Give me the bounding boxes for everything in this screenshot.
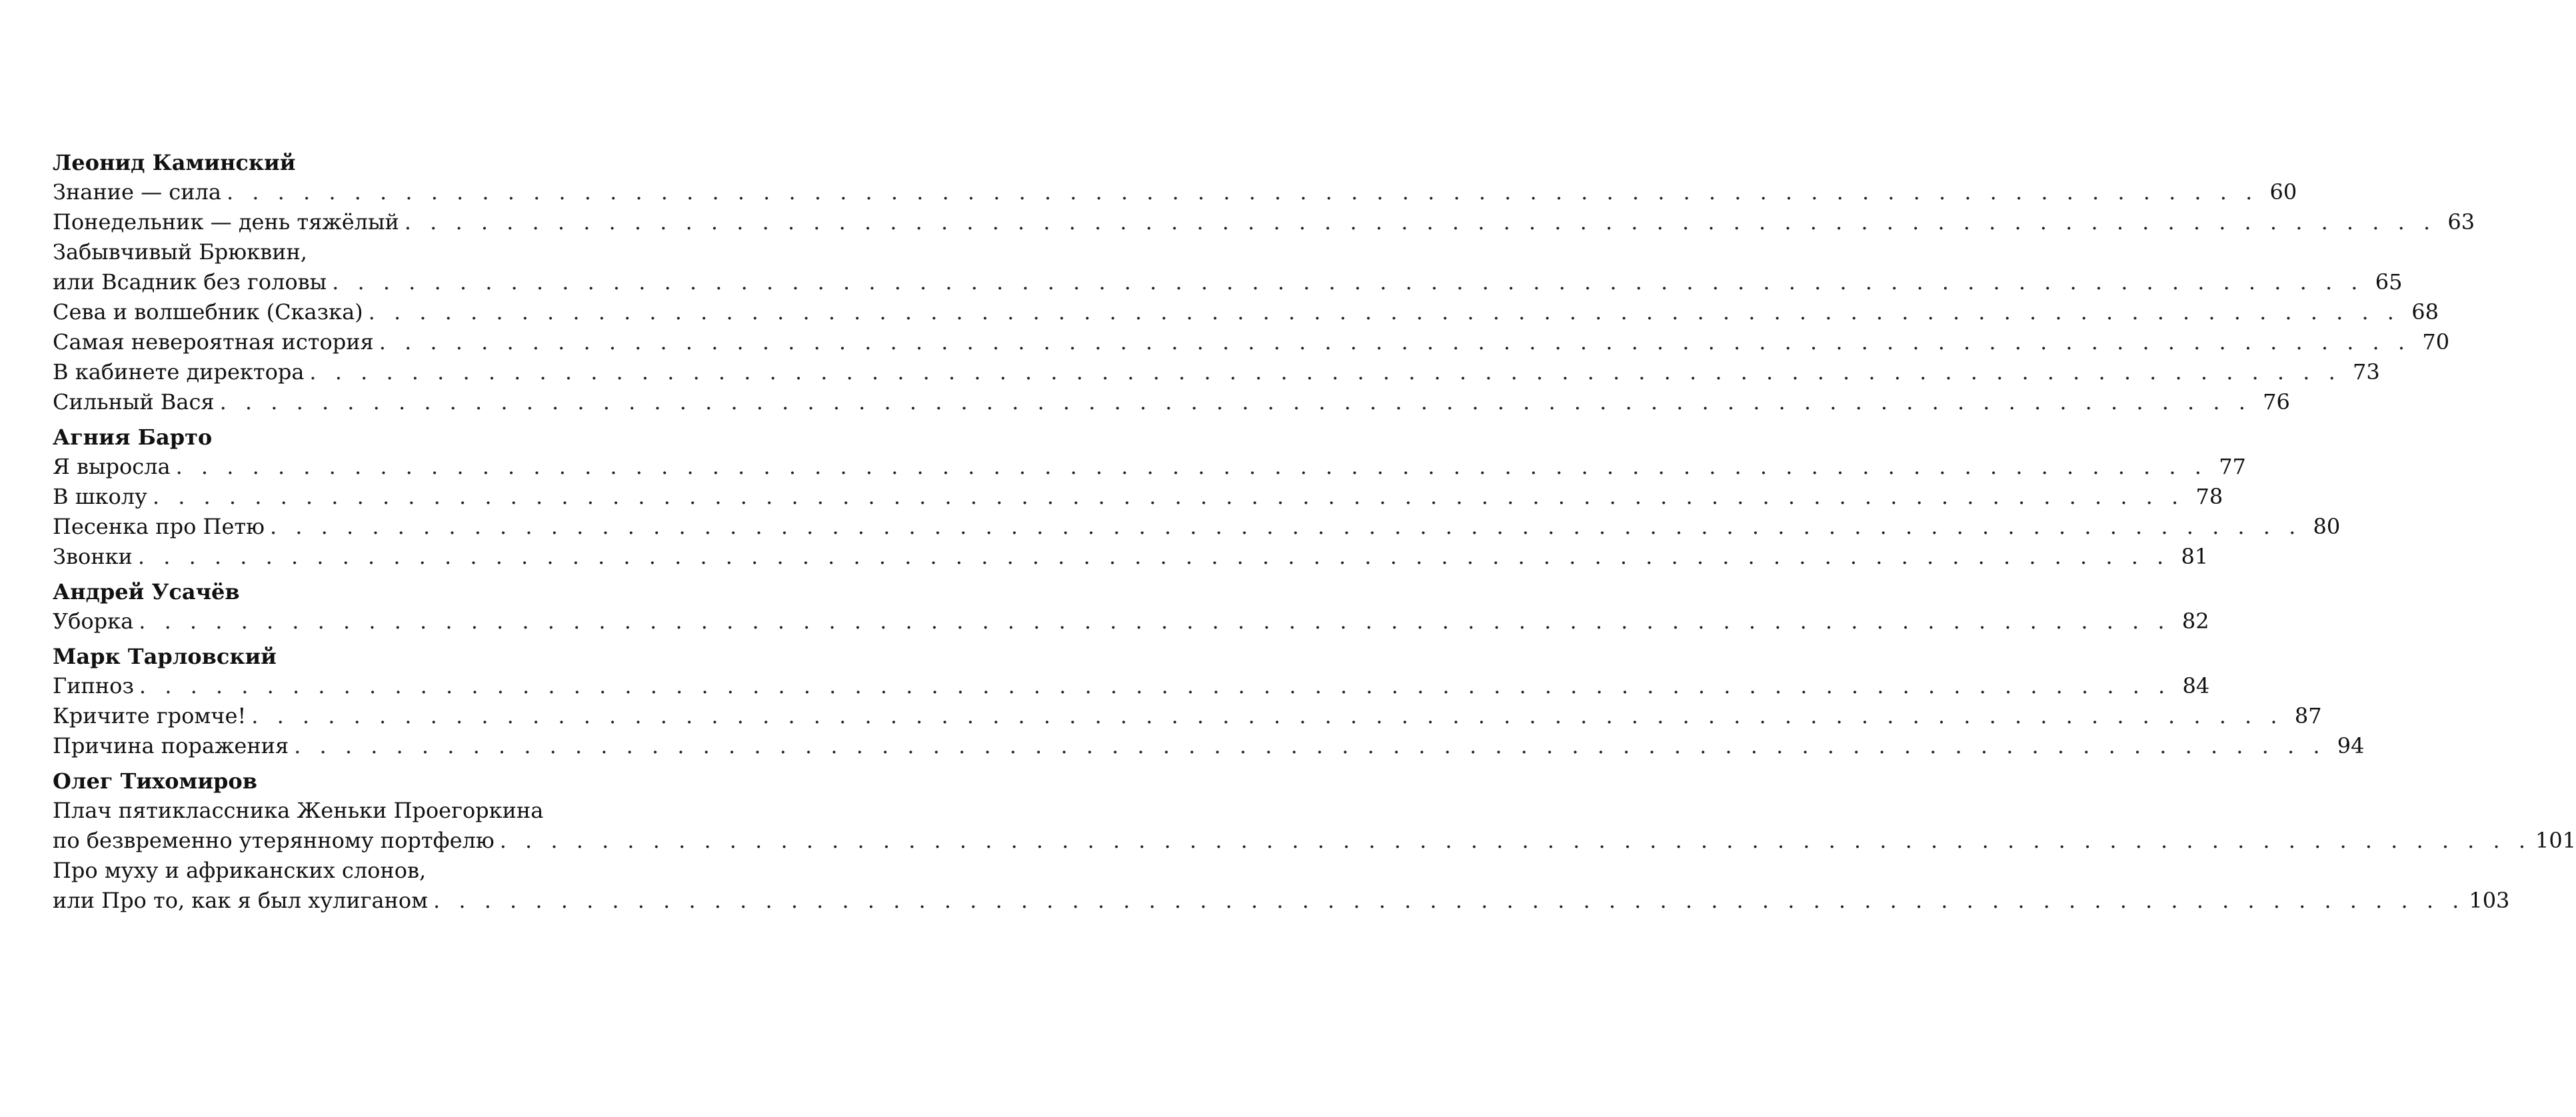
toc-entry-line (53, 207, 2475, 237)
entry-title: В кабинете директора (53, 359, 305, 385)
page-number: 77 (2219, 454, 2246, 479)
dot-leader: . . . . . . . . . . . . . . . . . . . . . . . . . . . . . . . . . . . . . . . . . . . . . . . . . . . . . . . . . . . . . . . . . . . . . . . . . . . . . . . . (379, 329, 2411, 355)
dot-leader: . . . . . . . . . . . . . . . . . . . . . . . . . . . . . . . . . . . . . . . . . . . . . . . . . . . . . . . . . . . . . . . . . . . . . . . . . . . . . . . . (175, 454, 2207, 479)
toc-entry-line (53, 482, 2223, 512)
toc-entry-line (53, 357, 2380, 387)
toc-entry-line (53, 267, 2403, 297)
entry-title: Сильный Вася (53, 389, 215, 415)
dot-leader: . . . . . . . . . . . . . . . . . . . . . . . . . . . . . . . . . . . . . . . . . . . . . . . . . . . . . . . . . . . . . . . . . . . . . . . . . . . . . . . . (137, 544, 2170, 569)
toc-entry-line (53, 452, 2246, 482)
dot-leader: . . . . . . . . . . . . . . . . . . . . . . . . . . . . . . . . . . . . . . . . . . . . . . . . . . . . . . . . . . . . . . . . . . . . . . . . . . . . . . . . (332, 269, 2364, 295)
toc-entry (53, 327, 2450, 357)
dot-leader: . . . . . . . . . . . . . . . . . . . . . . . . . . . . . . . . . . . . . . . . . . . . . . . . . . . . . . . . . . . . . . . . . . . . . . . . . . . . . . . . (309, 359, 2341, 385)
toc-entry (53, 606, 2209, 636)
dot-leader: . . . . . . . . . . . . . . . . . . . . . . . . . . . . . . . . . . . . . . . . . . . . . . . . . . . . . . . . . . . . . . . . . . . . . . . . . . . . . . . . (139, 673, 2171, 698)
toc-entry (53, 357, 2380, 387)
toc-entry (53, 671, 2210, 701)
entry-title: Звонки (53, 544, 133, 569)
toc-entry (53, 177, 2297, 207)
page-number: 80 (2313, 514, 2341, 539)
toc-entry-line (53, 701, 2322, 731)
toc-entry (53, 387, 2290, 417)
page-number: 60 (2269, 179, 2297, 205)
toc-entry (53, 237, 2403, 297)
entry-title: или Всадник без головы (53, 269, 327, 295)
author-heading: Леонид Каминский (53, 150, 296, 175)
entry-title: Плач пятиклассника Женьки Проегоркина (53, 798, 544, 823)
toc-entry-line (53, 731, 2365, 761)
author-heading: Олег Тихомиров (53, 768, 257, 794)
toc-entry-line (53, 671, 2210, 701)
toc-entry (53, 452, 2246, 482)
entry-title: Я выросла (53, 454, 171, 479)
toc-entry (53, 297, 2439, 327)
toc-entry (53, 856, 2510, 916)
entry-title: Уборка (53, 608, 134, 634)
page-number: 76 (2263, 389, 2290, 415)
author-heading: Агния Барто (53, 425, 213, 450)
toc-entry-line (53, 886, 2510, 916)
table-of-contents (53, 148, 2576, 916)
dot-leader: . . . . . . . . . . . . . . . . . . . . . . . . . . . . . . . . . . . . . . . . . . . . . . . . . . . . . . . . . . . . . . . . . . . . . . . . . . . . . . . . (226, 179, 2259, 205)
entry-title: по безвременно утерянному портфелю (53, 828, 495, 853)
page-number: 73 (2353, 359, 2380, 385)
page-number: 82 (2181, 608, 2209, 634)
entry-title: Причина поражения (53, 733, 289, 758)
page-number: 103 (2469, 888, 2510, 913)
entry-title: или Про то, как я был хулиганом (53, 888, 428, 913)
toc-entry (53, 512, 2341, 542)
page-number: 101 (2535, 828, 2576, 853)
toc-entry (53, 542, 2209, 572)
toc-entry-line (53, 237, 623, 267)
dot-leader: . . . . . . . . . . . . . . . . . . . . . . . . . . . . . . . . . . . . . . . . . . . . . . . . . . . . . . . . . . . . . . . . . . . . . . . . . . . . . . . . (139, 608, 2171, 634)
toc-entry-line (53, 542, 2209, 572)
entry-title: Забывчивый Брюквин, (53, 239, 307, 265)
toc-entry (53, 731, 2365, 761)
dot-leader: . . . . . . . . . . . . . . . . . . . . . . . . . . . . . . . . . . . . . . . . . . . . . . . . . . . . . . . . . . . . . . . . . . . . . . . . . . . . . . . . (433, 888, 2465, 913)
author-heading: Андрей Усачёв (53, 579, 240, 604)
dot-leader: . . . . . . . . . . . . . . . . . . . . . . . . . . . . . . . . . . . . . . . . . . . . . . . . . . . . . . . . . . . . . . . . . . . . . . . . . . . . . . . . (269, 514, 2302, 539)
dot-leader: . . . . . . . . . . . . . . . . . . . . . . . . . . . . . . . . . . . . . . . . . . . . . . . . . . . . . . . . . . . . . . . . . . . . . . . . . . . . . . . . (368, 299, 2400, 325)
page-number: 84 (2182, 673, 2210, 698)
entry-title: Понедельник — день тяжёлый (53, 209, 399, 235)
entry-title: Про муху и африканских слонов, (53, 858, 427, 883)
toc-entry (53, 207, 2475, 237)
toc-entry (53, 701, 2322, 731)
toc-entry-line (53, 177, 2297, 207)
toc-entry (53, 796, 2576, 856)
dot-leader: . . . . . . . . . . . . . . . . . . . . . . . . . . . . . . . . . . . . . . . . . . . . . . . . . . . . . . . . . . . . . . . . . . . . . . . . . . . . . . . . (499, 828, 2532, 853)
entry-title: Гипноз (53, 673, 134, 698)
toc-entry-line (53, 606, 2209, 636)
dot-leader: . . . . . . . . . . . . . . . . . . . . . . . . . . . . . . . . . . . . . . . . . . . . . . . . . . . . . . . . . . . . . . . . . . . . . . . . . . . . . . . . (219, 389, 2251, 415)
toc-entry-line (53, 387, 2290, 417)
page-number: 87 (2294, 703, 2322, 728)
entry-title: Самая невероятная история (53, 329, 374, 355)
toc-entry-line (53, 512, 2341, 542)
page-number: 65 (2375, 269, 2403, 295)
dot-leader: . . . . . . . . . . . . . . . . . . . . . . . . . . . . . . . . . . . . . . . . . . . . . . . . . . . . . . . . . . . . . . . . . . . . . . . . . . . . . . . . (251, 703, 2283, 728)
entry-title: Знание — сила (53, 179, 221, 205)
toc-entry-line (53, 297, 2439, 327)
page-number: 94 (2337, 733, 2365, 758)
toc-entry-line (53, 796, 623, 826)
page-number: 78 (2195, 484, 2223, 509)
entry-title: В школу (53, 484, 147, 509)
toc-entry-line (53, 327, 2450, 357)
dot-leader: . . . . . . . . . . . . . . . . . . . . . . . . . . . . . . . . . . . . . . . . . . . . . . . . . . . . . . . . . . . . . . . . . . . . . . . . . . . . . . . . (404, 209, 2437, 235)
page-number: 68 (2411, 299, 2439, 325)
entry-title: Сева и волшебник (Сказка) (53, 299, 363, 325)
toc-entry (53, 482, 2223, 512)
entry-title: Кричите громче! (53, 703, 247, 728)
page-number: 70 (2422, 329, 2450, 355)
toc-entry-line (53, 826, 2576, 856)
page-number: 63 (2447, 209, 2475, 235)
author-heading: Марк Тарловский (53, 644, 277, 669)
page-number: 81 (2181, 544, 2209, 569)
dot-leader: . . . . . . . . . . . . . . . . . . . . . . . . . . . . . . . . . . . . . . . . . . . . . . . . . . . . . . . . . . . . . . . . . . . . . . . . . . . . . . . . (152, 484, 2185, 509)
toc-entry-line (53, 856, 623, 886)
entry-title: Песенка про Петю (53, 514, 265, 539)
dot-leader: . . . . . . . . . . . . . . . . . . . . . . . . . . . . . . . . . . . . . . . . . . . . . . . . . . . . . . . . . . . . . . . . . . . . . . . . . . . . . . . . (294, 733, 2326, 758)
